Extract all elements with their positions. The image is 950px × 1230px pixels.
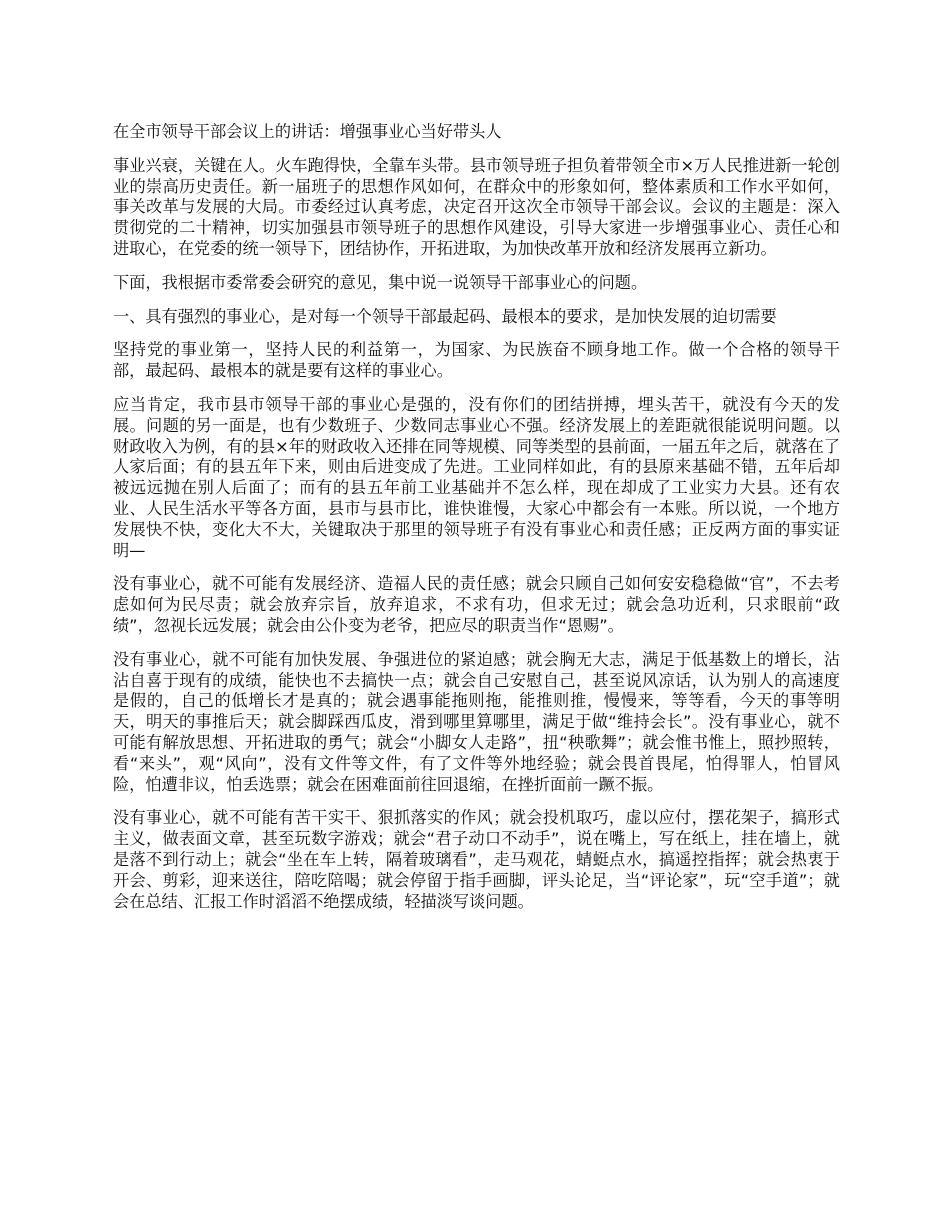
paragraph-requirement: 坚持党的事业第一，坚持人民的利益第一，为国家、为民族奋不顾身地工作。做一个合格的领导干部，最起码、最根本的就是要有这样的事业心。 <box>113 340 840 381</box>
paragraph-urgency: 没有事业心，就不可能有加快发展、争强进位的紧迫感；就会胸无大志，满足于低基数上的增长，沾沾自喜于现有的成绩，能快也不去搞快一点；就会自己安慰自己，甚至说风凉话，认为别人的高速度是假的，自己的低增长才是真的；就会遇事能拖则拖，能推则推，慢慢来，等等看，今天的事等明天，明天的事推后天；就会脚踩西瓜皮，滑到哪里算哪里，满足于做“维持会长”。没有事业心，就不可能有解放思想、开拓进取的勇气；就会“小脚女人走路”，扭“秧歌舞”；就会惟书惟上，照抄照转，看“来头”，观“风向”，没有文件等文件，有了文件等外地经验；就会畏首畏尾，怕得罪人，怕冒风险，怕遭非议，怕丢选票；就会在困难面前往回退缩，在挫折面前一蹶不振。 <box>113 649 840 794</box>
paragraph-intro: 事业兴衰，关键在人。火车跑得快，全靠车头带。县市领导班子担负着带领全市×万人民推进新一轮创业的崇高历史责任。新一届班子的思想作风如何，在群众中的形象如何，整体素质和工作水平如何，事关改革与发展的大局。市委经过认真考虑，决定召开这次全市领导干部会议。会议的主题是：深入贯彻党的二十精神，切实加强县市领导班子的思想作风建设，引导大家进一步增强事业心、责任心和进取心，在党委的统一领导下，团结协作，开拓进取，为加快改革开放和经济发展再立新功。 <box>113 155 840 258</box>
paragraph-responsibility: 没有事业心，就不可能有发展经济、造福人民的责任感；就会只顾自己如何安安稳稳做“官”，不去考虑如何为民尽责；就会放弃宗旨，放弃追求，不求有功，但求无过；就会急功近利，只求眼前“政绩”，忽视长远发展；就会由公仆变为老爷，把应尽的职责当作“恩赐”。 <box>113 574 840 635</box>
paragraph-topic: 下面，我根据市委常委会研究的意见，集中说一说领导干部事业心的问题。 <box>113 272 648 292</box>
section-heading-1: 一、具有强烈的事业心，是对每一个领导干部最起码、最根本的要求，是加快发展的迫切需要 <box>113 306 777 326</box>
paragraph-assessment: 应当肯定，我市县市领导干部的事业心是强的，没有你们的团结拼搏，埋头苦干，就没有今天的发展。问题的另一面是，也有少数班子、少数同志事业心不强。经济发展上的差距就很能说明问题。以财政收入为例，有的县×年的财政收入还排在同等规模、同等类型的县前面，一届五年之后，就落在了人家后面；有的县五年下来，则由后进变成了先进。工业同样如此，有的县原来基础不错，五年后却被远远抛在别人后面了；而有的县五年前工业基础并不怎么样，现在却成了工业实力大县。还有农业、人民生活水平等各方面，县市与县市比，谁快谁慢，大家心中都会有一本账。所以说，一个地方发展快不快，变化大不大，关键取决于那里的领导班子有没有事业心和责任感；正反两方面的事实证明— <box>113 394 840 560</box>
document-title: 在全市领导干部会议上的讲话：增强事业心当好带头人 <box>113 122 502 141</box>
paragraph-work-style: 没有事业心，就不可能有苦干实干、狠抓落实的作风；就会投机取巧，虚以应付，摆花架子，搞形式主义，做表面文章，甚至玩数字游戏；就会“君子动口不动手”，说在嘴上，写在纸上，挂在墙上，就是落不到行动上；就会“坐在车上转，隔着玻璃看”，走马观花，蜻蜓点水，搞遥控指挥；就会热衷于开会、剪彩，迎来送往，陪吃陪喝；就会停留于指手画脚，评头论足，当“评论家”，玩“空手道”；就会在总结、汇报工作时滔滔不绝摆成绩，轻描淡写谈问题。 <box>113 808 840 911</box>
document-body <box>113 122 840 925</box>
